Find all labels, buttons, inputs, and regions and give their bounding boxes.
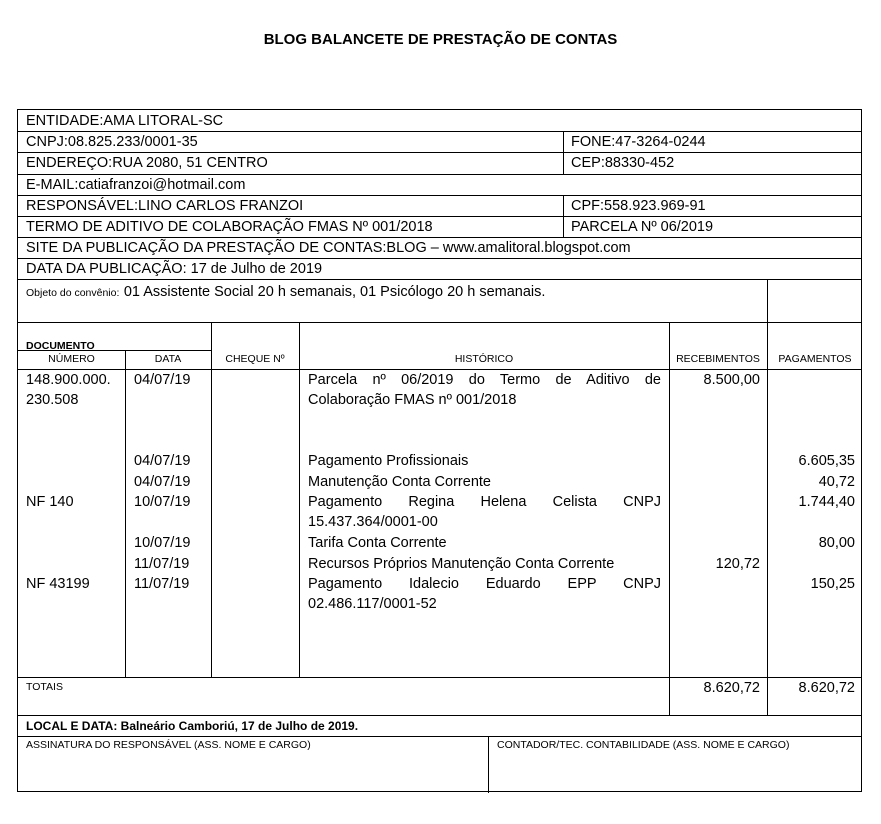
totais-recebimentos: 8.620,72 — [703, 680, 760, 696]
row-historico: Recursos Próprios Manutenção Conta Corrente — [308, 556, 615, 572]
row-historico: Parcela nº 06/2019 do Termo de Aditivo de — [308, 372, 661, 388]
row-historico-cont: Colaboração FMAS nº 001/2018 — [308, 392, 517, 408]
row-pagamento: 150,25 — [810, 576, 855, 592]
col-pagamentos: PAGAMENTOS — [778, 353, 852, 365]
divider — [18, 736, 861, 737]
row-recebimento: 8.500,00 — [703, 372, 760, 388]
row-historico: Tarifa Conta Corrente — [308, 535, 447, 551]
divider — [18, 195, 861, 196]
row-historico: Pagamento Idalecio Eduardo EPP CNPJ — [308, 576, 661, 592]
divider — [488, 736, 489, 793]
local-data: LOCAL E DATA: Balneário Camboriú, 17 de Julho de 2019. — [26, 719, 359, 733]
divider — [18, 369, 861, 370]
row-numero: 148.900.000. — [26, 372, 111, 388]
divider — [18, 216, 861, 217]
col-data: DATA — [154, 353, 182, 365]
col-recebimentos: RECEBIMENTOS — [676, 353, 760, 365]
divider — [18, 174, 861, 175]
divider — [767, 279, 768, 322]
responsavel: RESPONSÁVEL:LINO CARLOS FRANZOI — [26, 198, 304, 214]
objeto-label: Objeto do convênio: — [26, 287, 120, 299]
row-historico: Manutenção Conta Corrente — [308, 474, 491, 490]
divider — [563, 152, 564, 174]
row-data: 10/07/19 — [134, 494, 191, 510]
row-data: 04/07/19 — [134, 372, 191, 388]
row-historico-cont: 02.486.117/0001-52 — [308, 596, 437, 612]
data-publicacao: DATA DA PUBLICAÇÃO: 17 de Julho de 2019 — [26, 261, 323, 277]
divider — [18, 715, 861, 716]
divider — [563, 195, 564, 216]
entidade: ENTIDADE:AMA LITORAL-SC — [26, 113, 224, 129]
divider — [18, 131, 861, 132]
row-data: 04/07/19 — [134, 474, 191, 490]
row-data: 11/07/19 — [134, 576, 190, 592]
endereco: ENDEREÇO:RUA 2080, 51 CENTRO — [26, 155, 268, 171]
row-historico-cont: 15.437.364/0001-00 — [308, 514, 438, 530]
email: E-MAIL:catiafranzoi@hotmail.com — [26, 177, 246, 193]
totais-label: TOTAIS — [26, 681, 63, 693]
divider — [18, 322, 861, 323]
divider — [18, 279, 861, 280]
row-numero-cont: 230.508 — [26, 392, 79, 408]
totais-pagamentos: 8.620,72 — [798, 680, 855, 696]
cnpj: CNPJ:08.825.233/0001-35 — [26, 134, 198, 150]
col-historico: HISTÓRICO — [454, 353, 514, 365]
row-data: 04/07/19 — [134, 453, 191, 469]
objeto-text: 01 Assistente Social 20 h semanais, 01 Psicólogo 20 h semanais. — [123, 284, 546, 300]
balance-sheet-table — [17, 109, 862, 792]
divider — [767, 322, 768, 715]
row-pagamento: 1.744,40 — [798, 494, 855, 510]
divider — [125, 350, 126, 677]
row-data: 10/07/19 — [134, 535, 191, 551]
row-historico: Pagamento Profissionais — [308, 453, 469, 469]
row-pagamento: 6.605,35 — [798, 453, 855, 469]
divider — [299, 322, 300, 677]
page-title: BLOG BALANCETE DE PRESTAÇÃO DE CONTAS — [263, 31, 618, 48]
col-documento: DOCUMENTO — [26, 340, 95, 352]
row-recebimento: 120,72 — [715, 556, 760, 572]
col-cheque: CHEQUE Nº — [225, 353, 285, 365]
objeto — [26, 283, 545, 301]
divider — [563, 131, 564, 152]
row-historico: Pagamento Regina Helena Celista CNPJ — [308, 494, 661, 510]
divider — [18, 152, 861, 153]
divider — [211, 322, 212, 677]
col-numero: NÚMERO — [48, 353, 95, 365]
row-pagamento: 40,72 — [818, 474, 855, 490]
divider — [563, 216, 564, 237]
termo: TERMO DE ADITIVO DE COLABORAÇÃO FMAS Nº 001/2018 — [26, 219, 433, 235]
contador-label: CONTADOR/TEC. CONTABILIDADE (ASS. NOME E CARGO) — [497, 739, 790, 751]
site: SITE DA PUBLICAÇÃO DA PRESTAÇÃO DE CONTAS:BLOG – www.amalitoral.blogspot.com — [26, 240, 631, 256]
row-numero: NF 140 — [26, 494, 74, 510]
divider — [18, 237, 861, 238]
row-pagamento: 80,00 — [818, 535, 855, 551]
parcela: PARCELA Nº 06/2019 — [571, 219, 714, 235]
cep: CEP:88330-452 — [571, 155, 675, 171]
cpf: CPF:558.923.969-91 — [571, 198, 706, 214]
divider — [18, 258, 861, 259]
fone: FONE:47-3264-0244 — [571, 134, 706, 150]
divider — [18, 677, 861, 678]
row-data: 11/07/19 — [134, 556, 190, 572]
row-numero: NF 43199 — [26, 576, 90, 592]
assinatura-label: ASSINATURA DO RESPONSÁVEL (ASS. NOME E CARGO) — [26, 739, 311, 751]
